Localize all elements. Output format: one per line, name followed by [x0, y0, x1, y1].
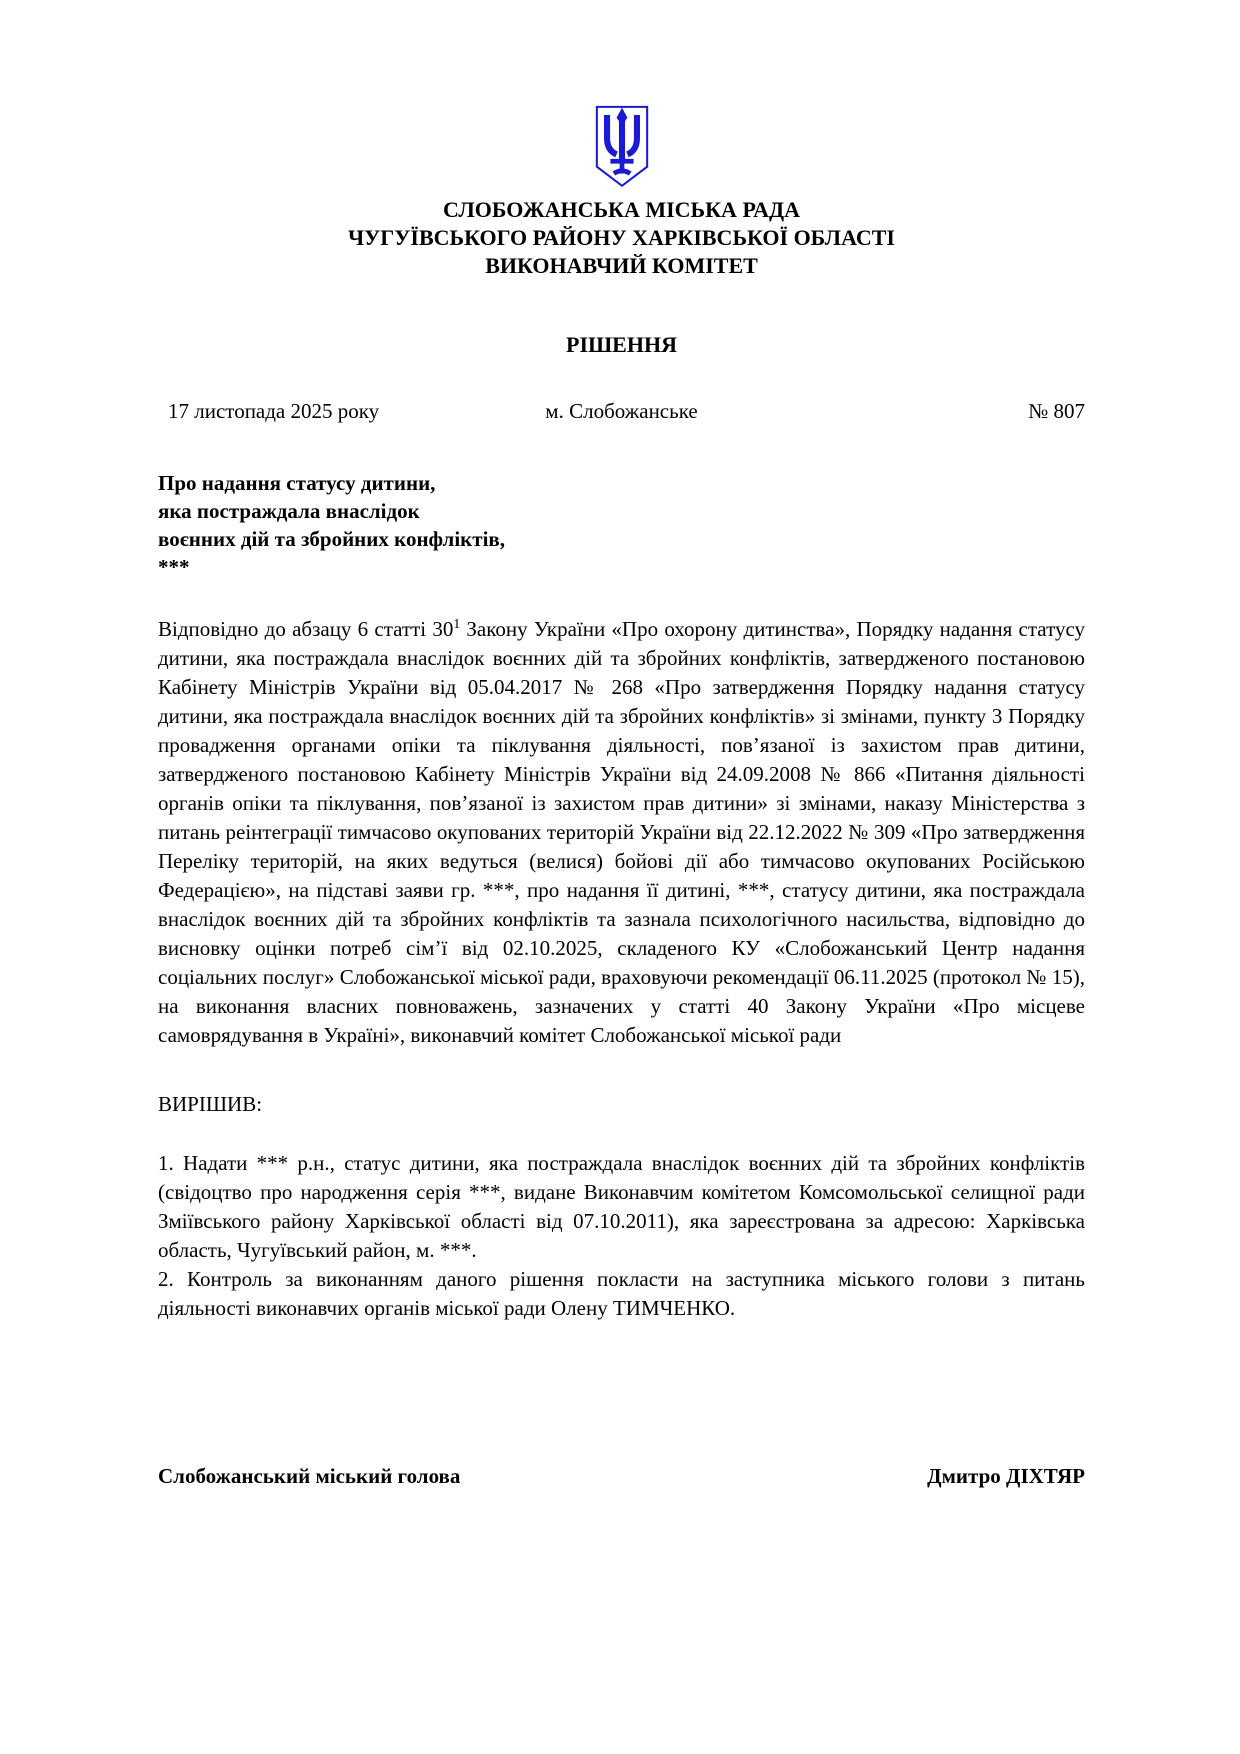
emblem-container: [158, 104, 1085, 190]
subject-line3: воєнних дій та збройних конфліктів,: [158, 527, 506, 551]
signature-row: [158, 1463, 1085, 1490]
document-number: № 807: [1028, 399, 1085, 423]
subject-line1: Про надання статусу дитини,: [158, 471, 436, 495]
org-name-line3: ВИКОНАВЧИЙ КОМІТЕТ: [485, 253, 758, 278]
subject-line4: ***: [158, 555, 190, 579]
signer-position: Слобожанський міський голова: [158, 1464, 461, 1488]
preamble-text-before-superscript: Відповідно до абзацу 6 статті 30: [158, 617, 454, 641]
article-superscript: 1: [453, 616, 461, 631]
org-name-line2: ЧУГУЇВСЬКОГО РАЙОНУ ХАРКІВСЬКОЇ ОБЛАСТІ: [347, 225, 895, 250]
subject-line2: яка постраждала внаслідок: [158, 499, 420, 523]
document-type-title: РІШЕННЯ: [566, 332, 677, 357]
ukraine-trident-emblem-icon: [588, 104, 656, 190]
signer-name: Дмитро ДІХТЯР: [927, 1464, 1085, 1488]
decision-item-2: 2. Контроль за виконанням даного рішення покласти на заступника міського голови з питань діяльності виконавчих органів міської ради Олену ТИМЧЕНКО.: [158, 1267, 1085, 1320]
organization-header: [158, 196, 1085, 280]
decision-items: [158, 1149, 1085, 1323]
document-subject: [158, 469, 718, 581]
preamble-paragraph: [158, 615, 1085, 1050]
resolved-label: ВИРІШИВ:: [158, 1092, 263, 1116]
document-place: м. Слобожанське: [545, 399, 698, 423]
document-meta-row: [158, 398, 1085, 425]
decision-item-1: 1. Надати *** р.н., статус дитини, яка постраждала внаслідок воєнних дій та збройних конфліктів (свідоцтво про народження серія ***, видане Виконавчим комітетом Комсомольської селищної ради Зміївського району Харківської області від 07.10.2011), яка зареєстрована за адресою: Харківська область, Чугуївський район, м. ***.: [158, 1151, 1085, 1262]
preamble-text-after-superscript: Закону України «Про охорону дитинства», Порядку надання статусу дитини, яка постраждала внаслідок воєнних дій та збройних конфліктів, затвердженого постановою Кабінету Міністрів України від 05.04.2017 № 268 «Про затвердження Порядку надання статусу дитини, яка постраждала внаслідок воєнних дій та збройних конфліктів» зі змінами, пункту 3 Порядку провадження органами опіки та піклування діяльності, пов’язаної із захистом прав дитини, затвердженого постановою Кабінету Міністрів України від 24.09.2008 № 866 «Питання діяльності органів опіки та піклування, пов’язаної із захистом прав дитини» зі змінами, наказу Міністерства з питань реінтеграції тимчасово окупованих територій України від 22.12.2022 № 309 «Про затвердження Переліку територій, на яких ведуться (велися) бойові дії або тимчасово окупованих Російською Федерацією», на підставі заяви гр. ***, про надання її дитині, ***, статусу дитини, яка постраждала внаслідок воєнних дій та збройних конфліктів та зазнала психологічного насильства, відповідно до висновку оцінки потреб сім’ї від 02.10.2025, складеного КУ «Слобожанський Центр надання соціальних послуг» Слобожанської міської ради, враховуючи рекомендації 06.11.2025 (протокол № 15), на виконання власних повноважень, зазначених у статті 40 Закону України «Про місцеве самоврядування в Україні», виконавчий комітет Слобожанської міської ради: [158, 617, 1086, 1047]
document-date: 17 листопада 2025 року: [168, 399, 380, 423]
org-name-line1: СЛОБОЖАНСЬКА МІСЬКА РАДА: [443, 197, 800, 222]
